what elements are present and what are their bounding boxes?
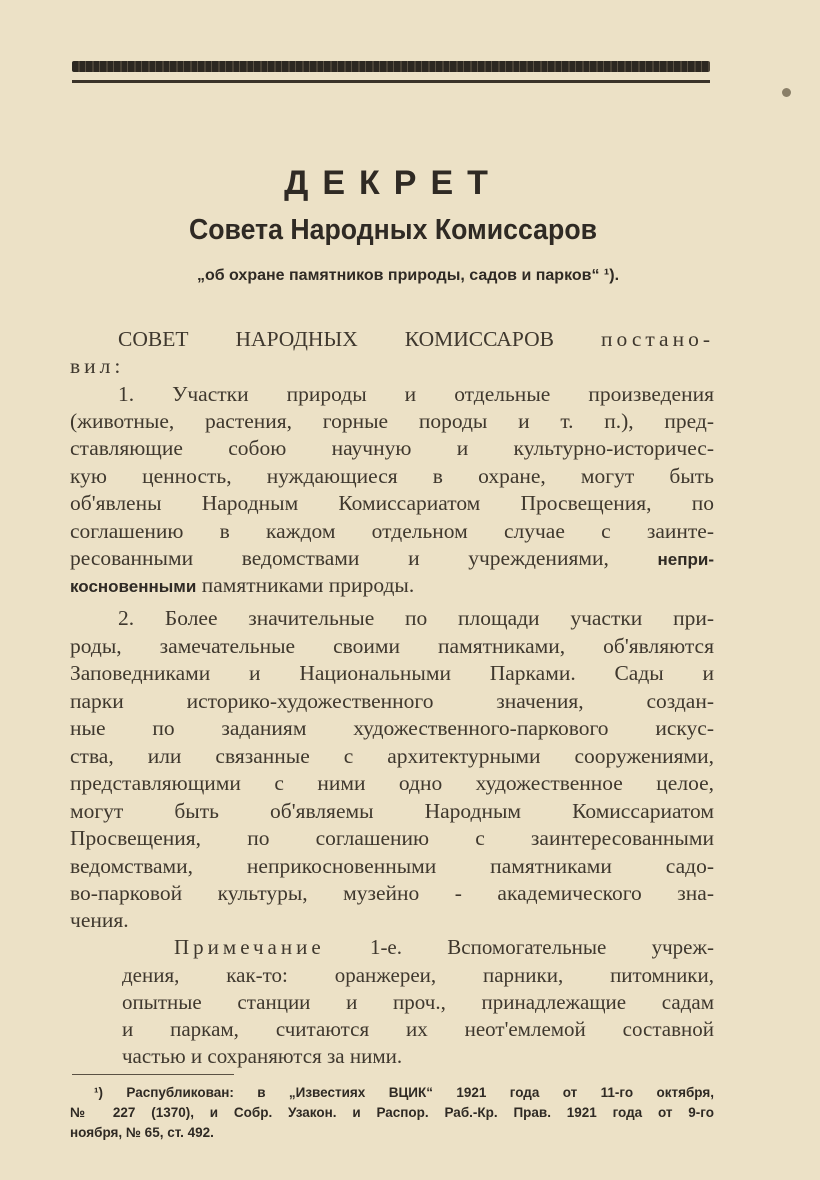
text-line xyxy=(70,543,714,573)
note-label: Примечание xyxy=(174,935,325,959)
note-line xyxy=(174,932,714,962)
text-span: памятниками природы. xyxy=(201,573,415,597)
footnote-line: ноября, № 65, ст. 492. xyxy=(70,1125,214,1140)
note-line: дения, как-то: оранжереи, парники, питомники, xyxy=(122,963,714,987)
text-line: соглашению в каждом отдельном случае с заинте- xyxy=(70,519,714,543)
text-line: Просвещения, по соглашению с заинтересованными xyxy=(70,826,714,850)
text-line: Заповедниками и Национальными Парками. Сады и xyxy=(70,661,714,685)
council-name: СОВЕТ НАРОДНЫХ КОМИССАРОВ xyxy=(118,327,554,351)
page-spot xyxy=(782,88,791,97)
text-line: могут быть об'являемы Народным Комиссариатом xyxy=(70,799,714,823)
decree-verb: постано- xyxy=(601,327,714,351)
text-line: кую ценность, нуждающиеся в охране, могут быть xyxy=(70,464,714,488)
note-line: частью и сохраняются за ними. xyxy=(122,1044,403,1068)
decree-title: ДЕКРЕТ xyxy=(284,164,502,202)
text-line: об'явлены Народным Комиссариатом Просвещения, по xyxy=(70,491,714,515)
text-line: представляющими с ними одно художественное целое, xyxy=(70,771,714,795)
text-line: парки историко-художественного значения, создан- xyxy=(70,689,714,713)
text-span: ресованными ведомствами и учреждениями, xyxy=(70,546,609,570)
text-line: 1. Участки природы и отдельные произведения xyxy=(118,382,714,406)
note-line: и паркам, считаются их неот'емлемой составной xyxy=(122,1017,714,1041)
text-line: во-парковой культуры, музейно - академического зна- xyxy=(70,881,714,905)
text-line: (животные, растения, горные породы и т. п.), пред- xyxy=(70,409,714,433)
header-thin-rule xyxy=(72,80,710,83)
text-line: 2. Более значительные по площади участки при- xyxy=(118,606,714,630)
text-line: ства, или связанные с архитектурными сооружениями, xyxy=(70,744,714,768)
bold-term: косновенными xyxy=(70,577,197,596)
text-line: ные по заданиям художественного-паркового искус- xyxy=(70,716,714,740)
text-line: роды, замечательные своими памятниками, об'являются xyxy=(70,634,714,658)
footnote-separator xyxy=(72,1074,234,1075)
text-line: ставляющие собою научную и культурно-историчес- xyxy=(70,436,714,460)
text-line: вил: xyxy=(70,354,125,378)
note-line: опытные станции и проч., принадлежащие садам xyxy=(122,990,714,1014)
text-line: чения. xyxy=(70,908,129,932)
bold-term: непри- xyxy=(657,550,714,569)
text-line: ведомствами, неприкосновенными памятниками садо- xyxy=(70,854,714,878)
footnote-line: ¹) Распубликован: в „Известиях ВЦИК“ 1921 года от 11-го октября, xyxy=(94,1085,714,1100)
footnote-line: № 227 (1370), и Собр. Узакон. и Распор. Раб.-Кр. Прав. 1921 года от 9-го xyxy=(70,1105,714,1120)
header-ornament-rule xyxy=(72,61,710,72)
text-line xyxy=(70,570,714,600)
decree-subject: „об охране памятников природы, садов и парков“ ¹). xyxy=(196,267,620,284)
text-span: 1-е. Вспомогательные учреж- xyxy=(369,935,714,959)
decree-issuer: Совета Народных Комиссаров xyxy=(188,214,598,246)
text-line xyxy=(118,324,714,354)
